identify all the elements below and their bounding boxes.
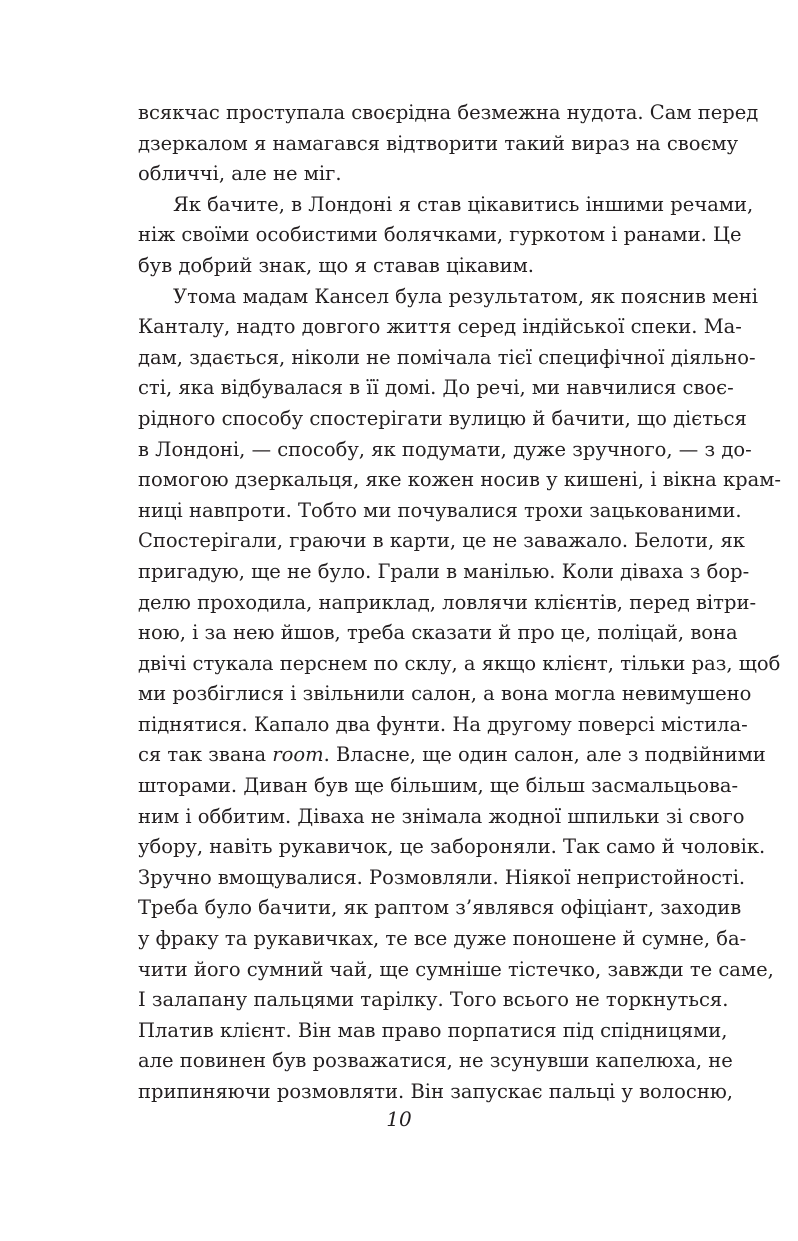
- text-line: дам, здається, ніколи не помічала тієї специфічної діяльно-: [138, 345, 756, 369]
- page-text: [138, 98, 782, 1108]
- text-line: Спостерігали, граючи в карти, це не заважало. Белоти, як: [138, 529, 745, 553]
- text-line: сті, яка відбувалася в її домі. До речі, ми навчилися своє-: [138, 376, 734, 400]
- text-segment: ся так звана: [138, 743, 267, 767]
- text-line: шторами. Диван був ще більшим, ще більш засмальцьова-: [138, 774, 739, 798]
- text-line: Платив клієнт. Він мав право порпатися під спідницями,: [138, 1018, 728, 1042]
- text-line: Утома мадам Кансел була результатом, як пояснив мені: [173, 284, 758, 308]
- text-line: пригадую, ще не було. Грали в манілью. Коли діваха з бор-: [138, 559, 750, 583]
- text-line: Як бачите, в Лондоні я став цікавитись іншими речами,: [173, 192, 754, 216]
- page-number: 10: [386, 1107, 412, 1131]
- text-line: ми розбіглися і звільнили салон, а вона могла невимушено: [138, 682, 752, 706]
- text-line: Треба було бачити, як раптом з’являвся офіціант, заходив: [138, 896, 742, 920]
- text-line: убору, навіть рукавичок, це забороняли. Так само й чоловік.: [138, 835, 766, 859]
- text-line: чити його сумний чай, ще сумніше тістечко, завжди те саме,: [138, 957, 774, 981]
- text-line: піднятися. Капало два фунти. На другому поверсі містила-: [138, 712, 748, 736]
- text-line: рідного способу спостерігати вулицю й бачити, що діється: [138, 406, 747, 430]
- text-line: ним і оббитим. Діваха не знімала жодної шпильки зі свого: [138, 804, 745, 828]
- text-line: Канталу, надто довгого життя серед індійської спеки. Ма-: [138, 315, 742, 339]
- text-line: дзеркалом я намагався відтворити такий вираз на своєму: [138, 131, 739, 155]
- text-line: в Лондоні, — способу, як подумати, дуже зручного, — з до-: [138, 437, 752, 461]
- text-line: Зручно вмощувалися. Розмовляли. Ніякої непристойності.: [138, 865, 746, 889]
- text-line: обличчі, але не міг.: [138, 162, 342, 186]
- text-line: припиняючи розмовляти. Він запускає пальці у волосню,: [138, 1080, 734, 1103]
- text-line: двічі стукала перснем по склу, а якщо клієнт, тільки раз, щоб: [138, 651, 781, 675]
- text-line: у фраку та рукавичках, те все дуже поношене й сумне, ба-: [138, 927, 747, 951]
- text-line: [138, 740, 766, 771]
- text-line: І залапану пальцями тарілку. Того всього не торкнуться.: [138, 988, 729, 1012]
- text-line: ниці навпроти. Тобто ми почувалися трохи зацькованими.: [138, 498, 742, 522]
- text-line: всякчас проступала своєрідна безмежна нудота. Сам перед: [138, 101, 759, 124]
- text-line: ною, і за нею йшов, треба сказати й про це, поліцай, вона: [138, 621, 738, 645]
- text-line: ніж своїми особистими болячками, гуркотом і ранами. Це: [138, 223, 742, 247]
- text-line: але повинен був розважатися, не зсунувши капелюха, не: [138, 1049, 733, 1073]
- text-segment: . Власне, ще один салон, але з подвійними: [323, 743, 766, 767]
- text-line: помогою дзеркальця, яке кожен носив у кишені, і вікна крам-: [138, 468, 782, 492]
- text-line: делю проходила, наприклад, ловлячи клієнтів, перед вітри-: [138, 590, 757, 614]
- text-line: був добрий знак, що я ставав цікавим.: [138, 253, 535, 277]
- italic-word: room: [272, 743, 324, 767]
